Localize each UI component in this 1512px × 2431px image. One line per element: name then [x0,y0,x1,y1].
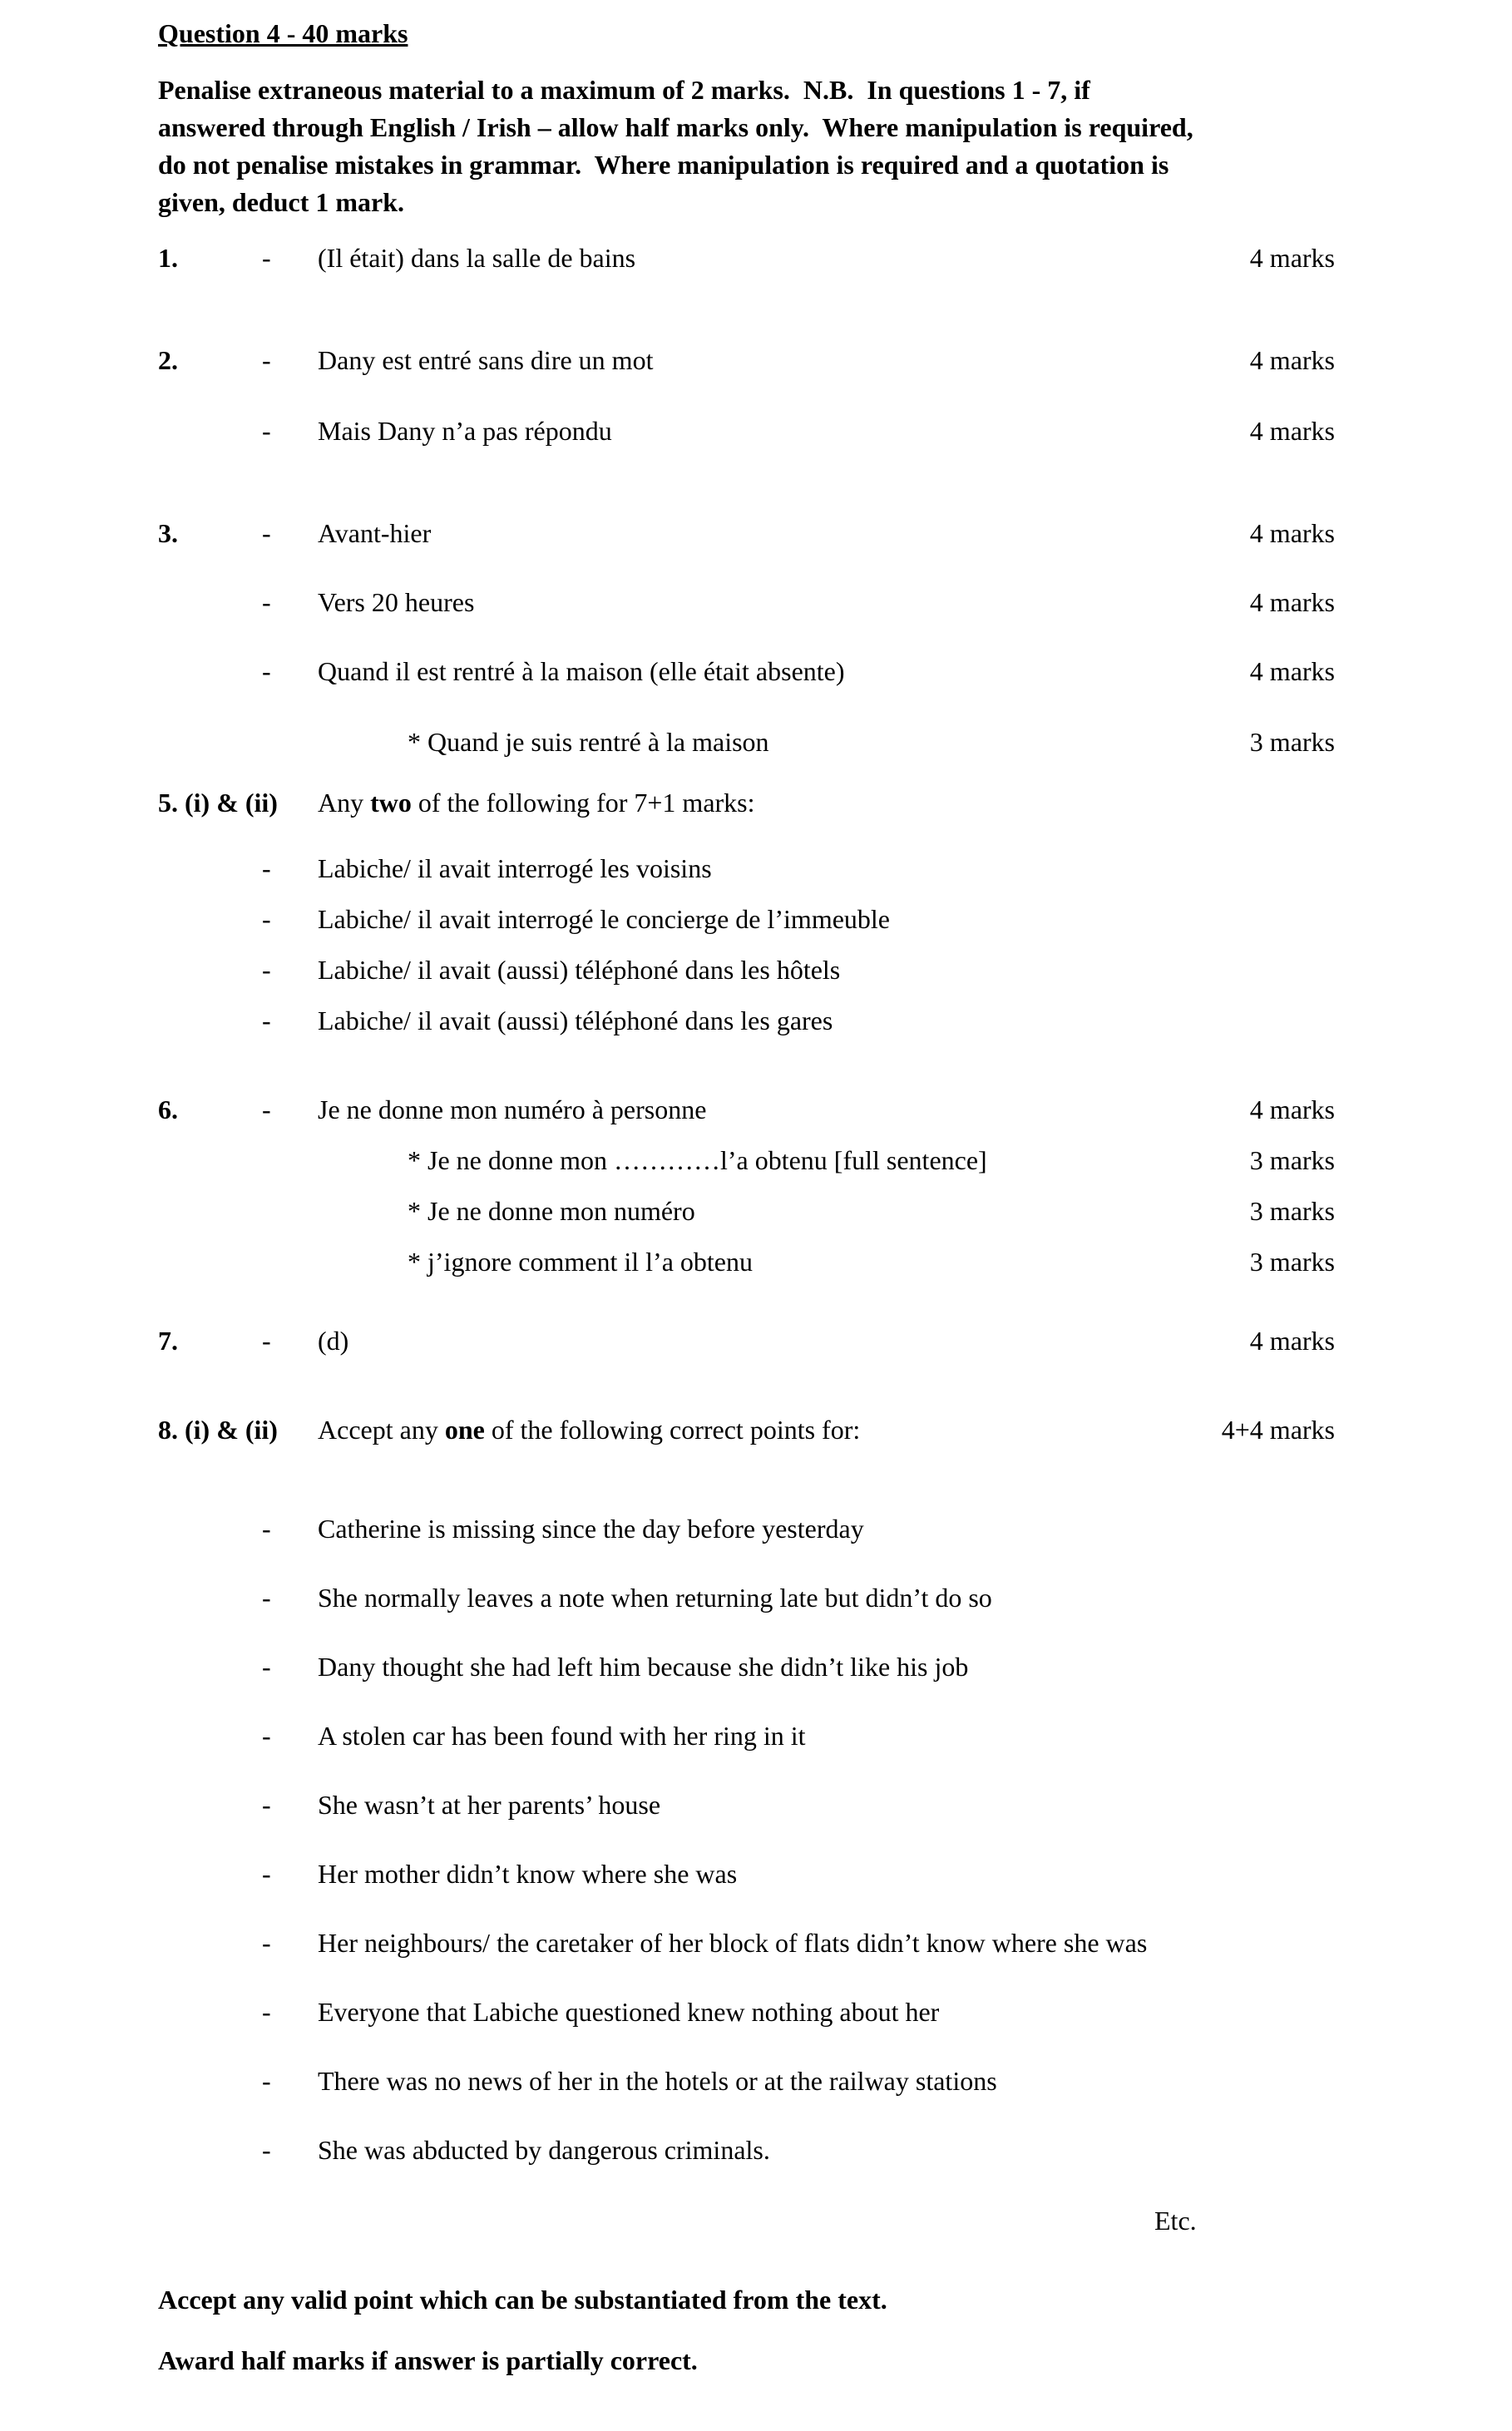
alt-answer-text: * Je ne donne mon …………l’a obtenu [full sentence] [408,1145,987,1175]
marks-value: 4 marks [1249,243,1335,273]
answer-row-q3c [158,653,1335,690]
alt-answer-row [158,1193,1335,1230]
answer-text: (Il était) dans la salle de bains [318,243,636,273]
item-number: 8. (i) & (ii) [158,1415,278,1445]
bullet-dash: - [262,1859,271,1889]
answer-text: Everyone that Labiche questioned knew nothing about her [318,1997,940,2027]
intro-line: Penalise extraneous material to a maximum of 2 marks. N.B. In questions 1 - 7, if [158,75,1090,105]
answer-text: She normally leaves a note when returning late but didn’t do so [318,1583,992,1613]
page-title: Question 4 - 40 marks [158,18,408,48]
header-text-pre: Accept any [318,1415,445,1445]
bullet-dash: - [262,518,271,548]
item-number: 5. (i) & (ii) [158,788,278,818]
marks-value: 4 marks [1249,518,1335,548]
answer-text: Vers 20 heures [318,587,475,617]
answer-row-q3 [158,515,1335,552]
alt-answer-text: * j’ignore comment il l’a obtenu [408,1247,753,1277]
marks-value: 3 marks [1249,1247,1335,1277]
bullet-dash: - [262,955,271,985]
sub-answer-row [158,1925,1335,1962]
bullet-dash: - [262,1583,271,1613]
bullet-dash: - [262,587,271,617]
intro-line: given, deduct 1 mark. [158,187,404,217]
marks-value: 4+4 marks [1221,1415,1335,1445]
header-text-pre: Any [318,788,371,818]
alt-answer-text: * Quand je suis rentré à la maison [408,727,769,757]
sub-answer-row [158,1855,1335,1893]
sub-answer-row [158,1579,1335,1617]
answer-text: Catherine is missing since the day before yesterday [318,1514,864,1544]
marks-value: 4 marks [1249,587,1335,617]
bullet-dash: - [262,243,271,273]
bullet-dash: - [262,416,271,446]
bullet-dash: - [262,1326,271,1356]
intro-line: do not penalise mistakes in grammar. Where manipulation is required and a quotation is [158,150,1169,180]
item-number: 2. [158,345,178,375]
sub-answer-row [158,1786,1335,1824]
answer-text: Her neighbours/ the caretaker of her block of flats didn’t know where she was [318,1928,1148,1958]
bullet-dash: - [262,1997,271,2027]
marks-value: 4 marks [1249,656,1335,686]
bullet-dash: - [262,1094,271,1124]
answer-row-q1 [158,240,1335,277]
marking-scheme-page [158,15,1335,2379]
header-text [318,1411,1222,1449]
sub-answer-row [158,1994,1335,2031]
answer-text: Her mother didn’t know where she was [318,1859,738,1889]
answer-text: Je ne donne mon numéro à personne [318,1094,707,1124]
bullet-dash: - [262,1652,271,1682]
question-header-row-q5 [158,784,1335,822]
marks-value: 3 marks [1249,727,1335,757]
alt-answer-row [158,1243,1335,1281]
answer-row-q6 [158,1091,1335,1129]
sub-answer-row [158,1717,1335,1755]
sub-answer-row [158,1648,1335,1686]
marks-value: 3 marks [1249,1196,1335,1226]
header-text-post: of the following for 7+1 marks: [411,788,755,818]
answer-text: Dany thought she had left him because she didn’t like his job [318,1652,969,1682]
bullet-dash: - [262,1790,271,1820]
bullet-dash: - [262,1514,271,1544]
answer-text: A stolen car has been found with her ring in it [318,1721,806,1751]
bullet-dash: - [262,1928,271,1958]
marks-value: 4 marks [1249,416,1335,446]
sub-answer-row [158,901,1335,938]
answer-text: There was no news of her in the hotels or at the railway stations [318,2066,997,2096]
answer-text: Labiche/ il avait (aussi) téléphoné dans les gares [318,1006,833,1035]
bullet-dash: - [262,853,271,883]
footer-note-2: Award half marks if answer is partially correct. [158,2345,698,2375]
marks-value: 4 marks [1249,345,1335,375]
marks-value: 3 marks [1249,1145,1335,1175]
item-number: 3. [158,518,178,548]
sub-answer-row [158,951,1335,989]
sub-answer-row [158,850,1335,887]
header-text-post: of the following correct points for: [484,1415,861,1445]
bullet-dash: - [262,345,271,375]
sub-answer-row [158,1002,1335,1040]
marks-value: 4 marks [1249,1094,1335,1124]
intro-paragraph [158,72,1335,221]
answer-text: Labiche/ il avait (aussi) téléphoné dans les hôtels [318,955,841,985]
item-number: 6. [158,1094,178,1124]
header-text-bold: one [444,1415,485,1445]
sub-answer-row [158,2132,1335,2169]
bullet-dash: - [262,656,271,686]
answer-text: She wasn’t at her parents’ house [318,1790,661,1820]
bullet-dash: - [262,2066,271,2096]
header-text [318,784,1335,822]
marks-value: 4 marks [1249,1326,1335,1356]
answer-row-q3b [158,584,1335,621]
answer-row-q2 [158,342,1335,379]
header-text-bold: two [370,788,412,818]
intro-line: answered through English / Irish – allow half marks only. Where manipulation is required, [158,112,1193,142]
item-number: 7. [158,1326,178,1356]
answer-text: Quand il est rentré à la maison (elle était absente) [318,656,845,686]
answer-text: She was abducted by dangerous criminals. [318,2135,770,2165]
footer-note-1: Accept any valid point which can be substantiated from the text. [158,2285,887,2315]
alt-answer-row [158,724,1335,761]
question-header-row-q8 [158,1411,1335,1449]
bullet-dash: - [262,904,271,934]
answer-text: Dany est entré sans dire un mot [318,345,654,375]
answer-row-q2b [158,413,1335,450]
item-number: 1. [158,243,178,273]
sub-answer-row [158,1510,1335,1548]
answer-text: Mais Dany n’a pas répondu [318,416,612,446]
answer-text: Labiche/ il avait interrogé le concierge de l’immeuble [318,904,890,934]
bullet-dash: - [262,2135,271,2165]
etc-label: Etc. [1154,2206,1197,2236]
answer-text: Avant-hier [318,518,432,548]
answer-row-q7 [158,1322,1335,1360]
alt-answer-text: * Je ne donne mon numéro [408,1196,695,1226]
sub-answer-row [158,2063,1335,2100]
answer-text: (d) [318,1326,349,1356]
answer-text: Labiche/ il avait interrogé les voisins [318,853,712,883]
bullet-dash: - [262,1721,271,1751]
alt-answer-row [158,1142,1335,1179]
bullet-dash: - [262,1006,271,1035]
